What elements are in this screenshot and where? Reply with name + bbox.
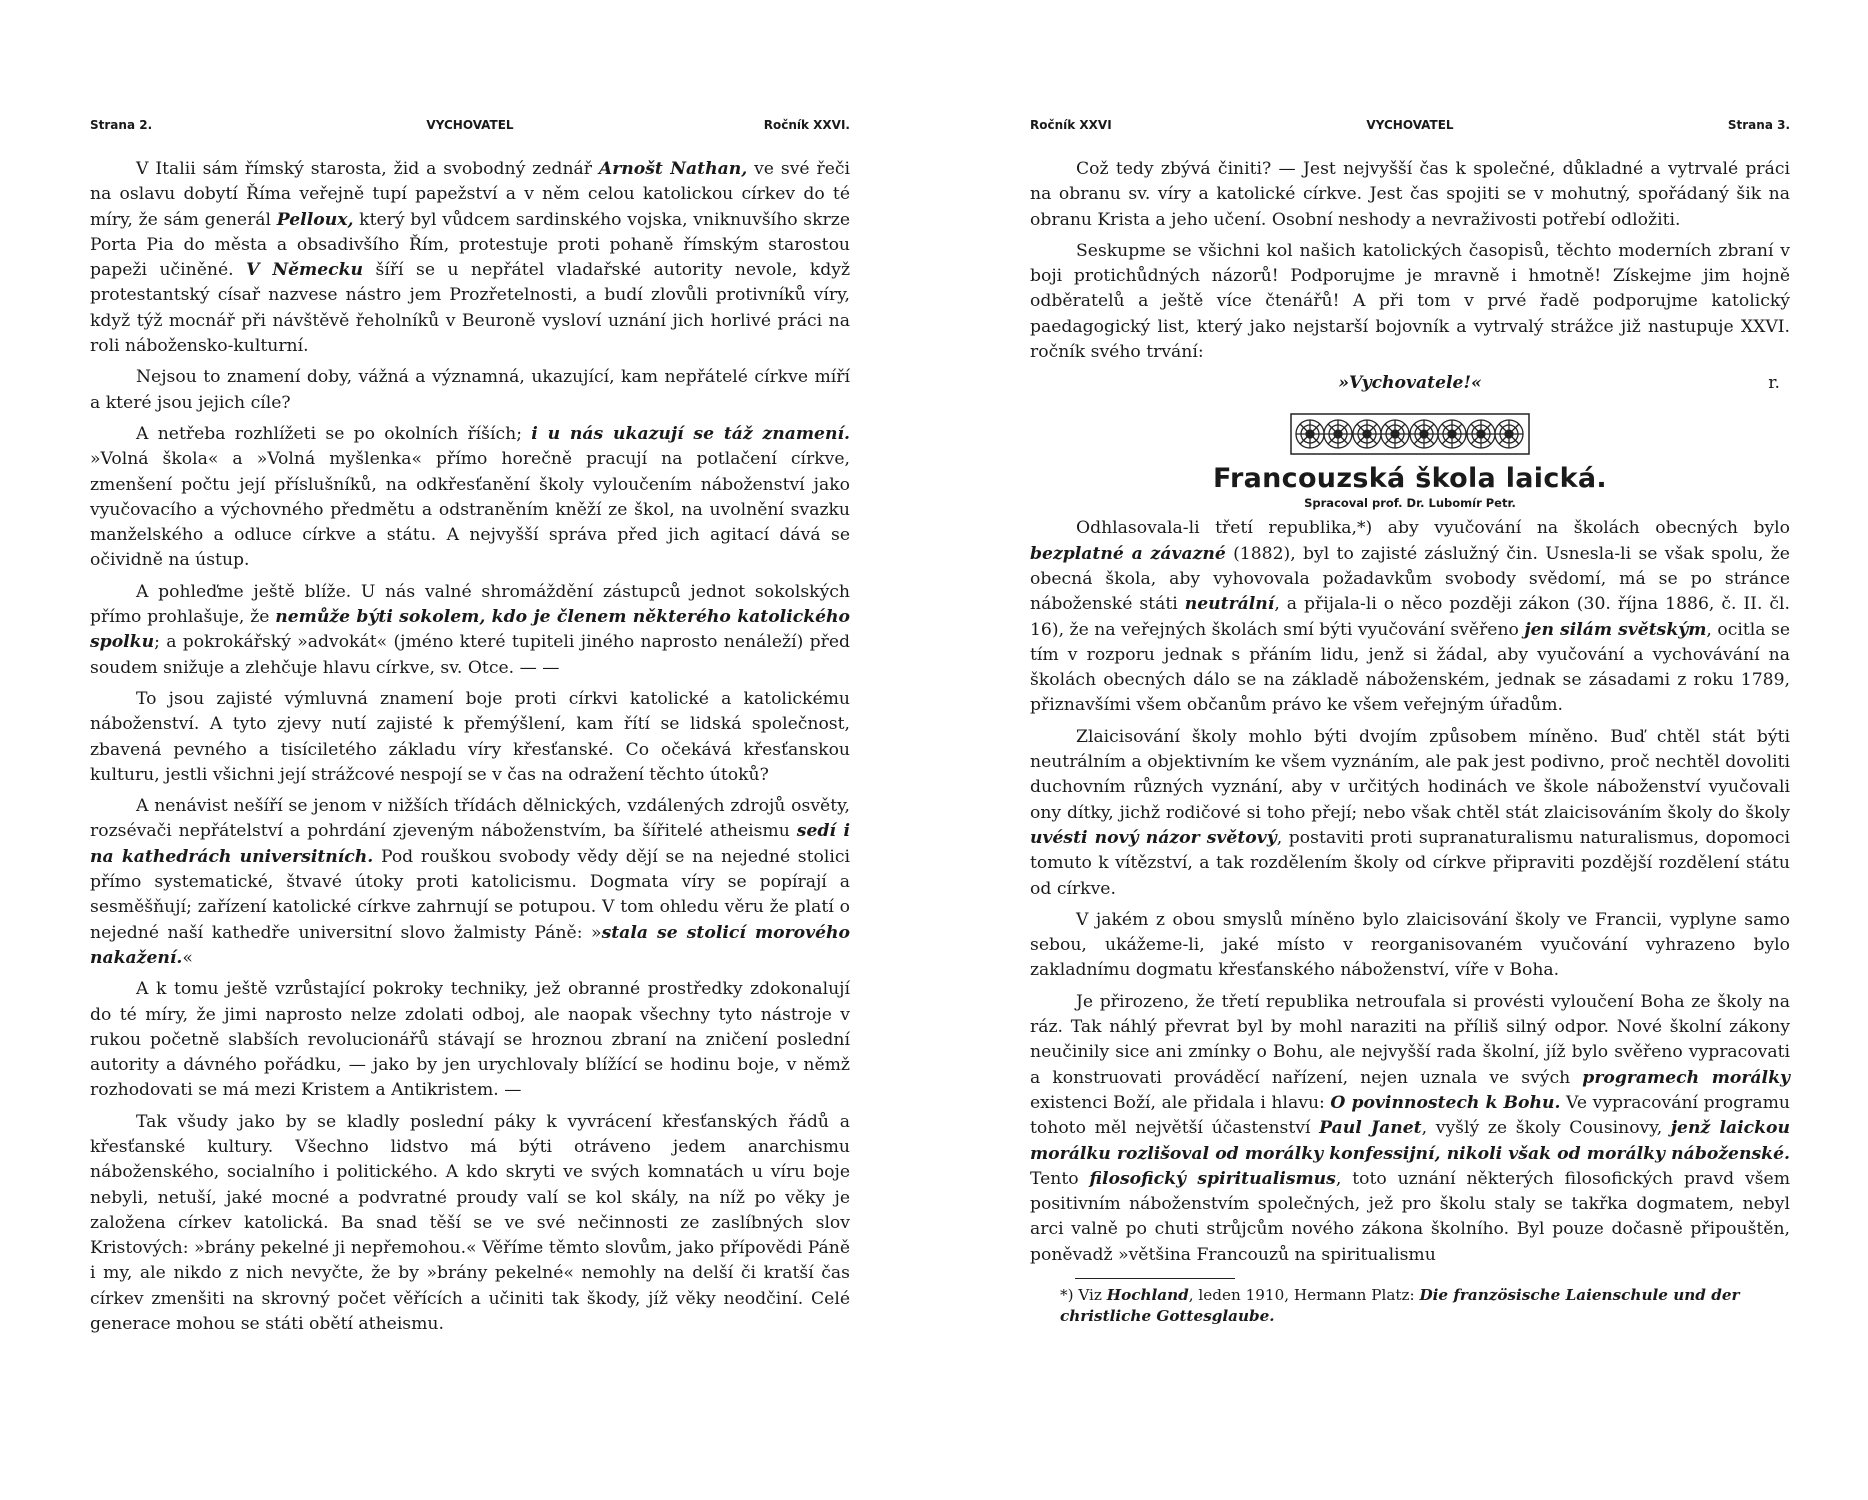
motto: »Vychovatele!«: [1338, 373, 1482, 394]
emphasized-text: Hochland: [1106, 1285, 1189, 1304]
text-run: ve své řeči na oslavu dobytí Říma veřejně tupí papežství a v něm celou katolickou církev do té míry, že sám generál: [90, 159, 851, 230]
volume-label: Ročník XXVI.: [763, 118, 850, 132]
footnote: [1060, 1285, 1790, 1327]
text-run: V jakém z obou smyslů míněno bylo zlaicisování školy ve Francii, vyplyne samo sebou, ukážeme-li, jaké místo v reorganisovaném vyučování vyhrazeno bylo zakladnímu dogmatu křesťanského náboženství, víře v Boha.: [1030, 909, 1790, 981]
paragraph: [90, 157, 850, 359]
paragraph: [90, 580, 850, 681]
emphasized-text: bezplatné a závazné: [1030, 543, 1226, 564]
text-run: , ocitla se tím v rozporu jednak s přáním lidu, jenž si žádal, aby vyučování a vychovávání na školách obecných dálo se na základě náboženském, jednak se zásadami z roku 1789, přiznavšími všem občanům právo ke všem veřejným úřadům.: [1030, 619, 1790, 716]
emphasized-text: sedí i na kathedrách universitních.: [90, 821, 850, 867]
paragraph: [90, 687, 850, 788]
paragraph: [1030, 239, 1790, 365]
emphasized-text: programech morálky: [1582, 1067, 1790, 1088]
text-run: Je přirozeno, že třetí republika netroufala si provésti vyloučení Boha ze školy na ráz. Tak náhlý převrat byl by mohl naraziti na příliš silný odpor. Nové školní zákony neučinily sice ani zmínky o Bohu, ale nejvyšší rada školní, jíž bylo svěřeno vypracovati a konstruovati prováděcí nařízení, nejen uznala ve svých: [1030, 991, 1790, 1088]
text-run: , vyšlý ze školy Cousinovy,: [1421, 1118, 1671, 1139]
article-byline: Spracoval prof. Dr. Lubomír Petr.: [1304, 496, 1516, 511]
text-run: A k tomu ještě vzrůstající pokroky techniky, jež obranné prostředky zdokonalují do té míry, že jimi naprosto nelze zdolati odboj, ale naopak všechny tyto nástroje v rukou početně slabších revolucionářů stávají se hroznou zbraní na zničení poslední autority a dávného pořádku, — jako by jen urychlovaly blížící se hodinu boje, v němž rozhodovati se má mezi Kristem a Antikristem. —: [90, 979, 850, 1101]
text-run: Seskupme se všichni kol našich katolických časopisů, těchto moderních zbraní v boji protichůdných názorů! Podporujme je mravně i hmotně! Získejme jim hojně odběratelů a ještě více čtenářů! A při tom v prvé řadě podporujme katolický paedagogický list, který jako nejstarší bojovník a vytrvalý strážce již nastupuje XXVI. ročník svého trvání:: [1030, 240, 1790, 363]
left-page-body: [90, 157, 850, 1343]
emphasized-text: Die französische Laienschule und der christliche Gottesglaube.: [1060, 1285, 1740, 1325]
emphasized-text: Paul Janet: [1319, 1118, 1422, 1139]
text-run: Pod rouškou svobody vědy dějí se na nejedné stolici přímo systematické, štvavé útoky proti katolicismu. Dogmata víry se popírají a sesměšňují; zařízení katolické církve zahrnují se potupou. V tom ohledu věru že platí o nejedné naší kathedře universitní slovo žalmisty Páně: »: [90, 846, 850, 943]
text-run: Což tedy zbývá činiti? — Jest nejvyšší čas k společné, důkladné a vytrvalé práci na obranu sv. víry a katolické církve. Jest čas spojiti se v mohutný, spořádaný šik na obranu Krista a jeho učení. Osobní neshody a nevraživosti potřebí odložiti.: [1030, 159, 1790, 230]
left-page: [90, 0, 850, 1500]
text-run: A nenávist nešíří se jenom v nižších třídách dělnických, vzdálených zdrojů osvěty, rozsévači nepřátelství a pohrdání zjeveným náboženstvím, ba šířitelé atheismu: [90, 796, 850, 842]
text-run: , leden 1910, Hermann Platz:: [1188, 1285, 1420, 1304]
article-title: Francouzská škola laická.: [1212, 463, 1607, 495]
emphasized-text: V Německu: [246, 260, 364, 281]
emphasized-text: nemůže býti sokolem, kdo je členem některého katolického spolku: [90, 607, 850, 653]
text-run: , toto uznání některých filosofických pravd všem positivním náboženstvím společných, jež pro školu staly se takřka dogmatem, nebyl arci valně po chuti strůjcům nového zákona školního. Byl pouze dočasně připouštěn, poněvadž »většina Francouzů na spiritualismu: [1030, 1168, 1790, 1265]
text-run: Odhlasovala-li třetí republika,*) aby vyučování na školách obecných bylo: [1076, 518, 1790, 539]
text-run: Nejsou to znamení doby, vážná a významná, ukazující, kam nepřátelé církve míří a které jsou jejich cíle?: [90, 367, 850, 413]
text-run: »Volná škola« a »Volná myšlenka« přímo horečně pracují na potlačení církve, zmenšení počtu její příslušníků, na odkřesťanění školy vyloučením náboženství jako vyučovacího a výchovného předmětu a odstraněním kněží ze škol, na uvolnění svazku manželského a odluce církve a státu. A nejvyšší správa před jich agitací dává se očividně na ústup.: [90, 449, 850, 571]
text-run: Ve vypracování programu tohoto měl největší účastenství: [1030, 1092, 1790, 1139]
text-run: který byl vůdcem sardinského vojska, vniknuvšího skrze Porta Pia do města a obsadivšího Řím, protestuje proti pohaně římským starostou papeži učiněné.: [90, 209, 850, 281]
right-page: [1030, 0, 1790, 1500]
page-label: Strana 2.: [90, 118, 153, 132]
emphasized-text: i u nás ukazují se táž znamení.: [531, 423, 850, 444]
paragraph: [1030, 725, 1790, 902]
emphasized-text: Pelloux,: [276, 209, 354, 230]
text-run: , postaviti proti supranaturalismu naturalismus, dopomoci tomuto k vítězství, a tak rozdělením školy od církve připraviti pozdější rozdělení státu od církve.: [1030, 827, 1791, 899]
paragraph: [1030, 908, 1790, 984]
journal-title: VYCHOVATEL: [1366, 118, 1454, 132]
motto-line: [1030, 371, 1790, 401]
floral-rosette-ornament-icon: [1290, 413, 1530, 455]
emphasized-text: filosofický spiritualismus: [1089, 1168, 1336, 1189]
paragraph: [1030, 516, 1790, 718]
text-run: To jsou zajisté výmluvná znamení boje proti církvi katolické a katolickému náboženství. A tyto zjevy nutí zajisté k přemýšlení, kam řítí se lidská společnost, zbavená pevného a tisíciletého základu víry křesťanské. Co očekává křesťanskou kulturu, jestli všichni její strážcové nespojí se v čas na odražení těchto útoků?: [90, 688, 850, 785]
emphasized-text: O povinnostech k Bohu.: [1330, 1092, 1561, 1113]
text-run: (1882), byl to zajisté záslužný čin. Usnesla-li se však spolu, že obecná škola, aby vyhovovala požadavkům svobody svědomí, má se po stránce náboženské státi: [1030, 543, 1790, 615]
text-run: existenci Boží, ale přidala i hlavu:: [1030, 1092, 1331, 1113]
left-page-header: [90, 118, 850, 138]
paragraph: [90, 422, 850, 574]
text-run: *) Viz: [1060, 1285, 1107, 1304]
emphasized-text: jen silám světským: [1524, 619, 1707, 640]
footnote-divider: [1075, 1278, 1235, 1279]
text-run: A netřeba rozhlížeti se po okolních říších;: [136, 423, 532, 444]
text-run: Zlaicisování školy mohlo býti dvojím způsobem míněno. Buď chtěl stát býti neutrálním a objektivním ke všem vyznáním, ale pak jest podivno, proč nechtěl dovoliti duchovním různých vyznání, aby v určitých hodinách ve škole náboženství vyučovali ony dítky, jichž rodičové si toho přejí; nebo však chtěl stát zlaicisováním školy do školy: [1030, 726, 1790, 823]
page-label: Strana 3.: [1727, 118, 1790, 132]
journal-title: VYCHOVATEL: [426, 118, 514, 132]
volume-label: Ročník XXVI: [1030, 118, 1112, 132]
text-run: «: [182, 947, 193, 968]
paragraph: [90, 794, 850, 971]
emphasized-text: stala se stolicí morového nakažení.: [90, 922, 850, 968]
text-run: Tak všudy jako by se kladly poslední páky k vyvrácení křesťanských řádů a křesťanské kultury. Všechno lidstvo má býti otráveno jedem anarchismu náboženského, socialního i politického. A kdo skryti ve svých komnatách u víru boje nebyli, netuší, jaké mocné a podvratné proudy valí se kol skály, na níž po věky je založena církev katolická. Ba snad těší se ve své nečinnosti ze zaslíbných slov Kristových: »brány pekelné ji nepřemohou.« Věříme těmto slovům, jako přípovědi Páně i my, ale nikdo z nich nevyčte, že by »brány pekelné« nemohly na delší či kratší čas církev zmenšiti na skrovný počet věřících a učiniti tak škody, jíž věky neodčiní. Celé generace mohou se státi obětí atheismu.: [90, 1111, 850, 1335]
emphasized-text: neutrální: [1184, 594, 1275, 615]
right-page-body: [1030, 157, 1790, 1327]
paragraph: [1030, 157, 1790, 233]
emphasized-text: jenž laickou morálku rozlišoval od morálky konfessijní, nikoli však od morálky náboženské.: [1030, 1118, 1790, 1164]
text-run: A pohleďme ještě blíže. U nás valné shromáždění zástupců jednot sokolských přímo prohlašuje, že: [90, 581, 850, 628]
signature: r.: [1768, 373, 1780, 394]
paragraph: [90, 977, 850, 1103]
emphasized-text: Arnošt Nathan,: [598, 159, 748, 179]
text-run: Tento: [1030, 1168, 1090, 1189]
text-run: V Italii sám římský starosta, žid a svobodný zednář: [136, 159, 599, 179]
paragraph: [90, 1110, 850, 1338]
text-run: , a přijala-li o něco později zákon (30. října 1886, č. II. čl. 16), že na veřejných školách smí býti vyučování svěřeno: [1030, 594, 1790, 640]
text-run: ; a pokrokářský »advokát« (jméno které tupiteli jiného naprosto nenáleží) před soudem snižuje a zlehčuje hlavu církve, sv. Otce. — —: [90, 632, 850, 678]
right-page-header: [1030, 118, 1790, 138]
paragraph: [1030, 990, 1790, 1268]
paragraph: [90, 365, 850, 416]
text-run: šíří se u nepřátel vladařské autority nevole, když protestantský císař nazvese nástro jem Prozřetelnosti, a budí zlovůli protivníků víry, když týž mocnář při návštěvě řeholníků v Beuroně vysloví uznání jich horlivé práci na roli nábožensko-kulturní.: [90, 260, 850, 357]
emphasized-text: uvésti nový názor světový: [1030, 827, 1277, 848]
